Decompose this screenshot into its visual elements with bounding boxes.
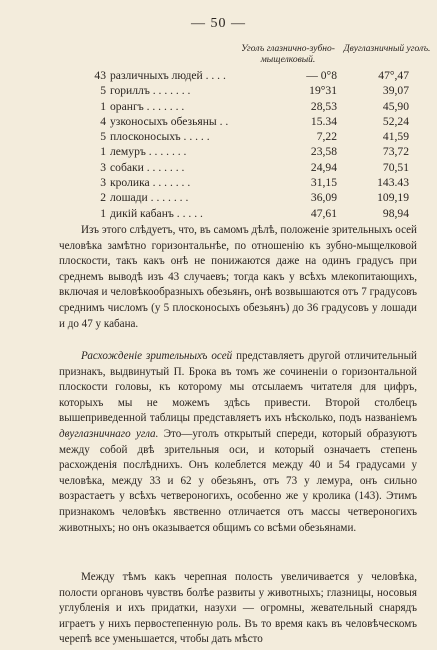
table-row <box>86 99 409 114</box>
row-angle2: 52,24 <box>382 114 409 128</box>
table-row <box>86 175 409 190</box>
row-angle2: 73,72 <box>382 145 409 159</box>
row-angle1: 31,15 <box>310 176 337 190</box>
italic-term-2: двуглазничнаго угла. <box>59 427 159 440</box>
row-label: кролика . . . . . . . <box>110 176 191 190</box>
row-count: 1 <box>100 99 106 113</box>
row-angle1: 19°31 <box>309 84 337 98</box>
row-count: 5 <box>100 84 106 98</box>
paragraph-2-part-b: Это—уголъ открытый спереди, который образуютъ между собой двѣ зрительныя оси, и который означаетъ степень расхожденія послѣднихъ. Онъ колеблется между 40 и 54 градусами у человѣка, между 33 и 62 у обезьянъ, отъ 73 у лемура, онъ сильно возрастаетъ у всѣхъ четвероногихъ, особенно же у кролика (143). Этимъ признакомъ человѣкъ явственно отличается отъ массы четвероногихъ животныхъ; но онъ оказывается общимъ со всѣми обезьянами. <box>59 427 417 534</box>
italic-term-1: Расхожденіе зрительныхъ осей <box>81 350 233 362</box>
row-label: гориллъ . . . . . . . <box>110 84 191 98</box>
row-count: 43 <box>94 69 106 82</box>
row-count: 3 <box>100 160 106 174</box>
angle-table <box>86 68 409 221</box>
paragraph-2-text <box>59 349 417 536</box>
row-angle1: 28,53 <box>310 99 337 113</box>
row-count: 2 <box>100 191 106 205</box>
row-angle1: 15.34 <box>310 114 337 128</box>
row-label: плосконосыхъ . . . . . <box>110 130 210 144</box>
row-angle2: 39,07 <box>382 84 409 98</box>
table-row <box>86 129 409 144</box>
row-angle1: 23,58 <box>310 145 337 159</box>
paragraph-2 <box>59 349 417 536</box>
row-angle2: 109,19 <box>377 191 409 205</box>
row-count: 5 <box>100 130 106 144</box>
table-row <box>86 190 409 205</box>
table-row <box>86 206 409 221</box>
row-angle2: 98,94 <box>382 206 409 220</box>
row-count: 1 <box>100 145 106 159</box>
row-label: собаки . . . . . . . <box>110 160 185 174</box>
paragraph-1-text: Изъ этого слѣдуетъ, что, въ самомъ дѣлѣ, положеніе зрительныхъ осей человѣка замѣтно горизонтальнѣе, по отношенію къ зубно-мыщелковой плоскости, такъ какъ онѣ не понижаются даже на одинъ градусъ при среднемъ выводѣ изъ 43 случаевъ; тогда какъ у всѣхъ млекопитающихъ, включая и человѣкообразныхъ обезьянъ, онѣ возвышаются отъ 7 градусовъ среднимъ числомъ (у 5 плосконосыхъ обезьянъ) до 36 градусовъ у лошади и до 47 у кабана. <box>59 224 417 330</box>
page-number: — 50 — <box>191 16 246 31</box>
row-angle2: 47°,47 <box>378 69 409 82</box>
column-header-angle2: Двуглазничный уголъ. <box>343 44 431 54</box>
paragraph-3-text: Между тѣмъ какъ черепная полость увеличивается у человѣка, полости органовъ чувствъ болѣе развиты у животныхъ; глазницы, носовыя углубленія и ихъ придатки, назухи — огромны, жевательный снарядъ играетъ у нихъ первостепенную роль. Въ то время какъ въ человѣческомъ черепѣ все уменьшается, чтобы дать мѣсто <box>59 571 417 646</box>
table-row <box>86 83 409 98</box>
row-angle1: 47,61 <box>310 206 337 220</box>
paragraph-3 <box>59 570 417 648</box>
table-row <box>86 160 409 175</box>
row-angle2: 143.43 <box>377 176 409 190</box>
table-row <box>86 114 409 129</box>
row-label: дикій кабанъ . . . . . <box>110 206 203 220</box>
paragraph-1 <box>59 223 417 332</box>
row-angle2: 41,59 <box>382 130 409 144</box>
row-angle1: 7,22 <box>316 130 337 144</box>
table-row <box>86 68 409 83</box>
row-count: 1 <box>100 206 106 220</box>
row-label: узконосыхъ обезьяны . . <box>110 114 229 128</box>
table-row <box>86 144 409 159</box>
row-angle1: — 0°8 <box>306 69 337 82</box>
column-header-angle1: Уголъ глазнично-зубно-мыщелковый. <box>241 44 335 65</box>
row-angle2: 45,90 <box>382 99 409 113</box>
row-angle1: 36,09 <box>310 191 337 205</box>
row-count: 4 <box>100 114 106 128</box>
row-label: лемуръ . . . . . . . <box>110 145 187 159</box>
row-label: орангъ . . . . . . . <box>110 99 185 113</box>
row-label: лошади . . . . . . . <box>110 191 189 205</box>
row-label: различныхъ людей . . . . <box>110 69 226 82</box>
row-angle1: 24,94 <box>310 160 337 174</box>
row-count: 3 <box>100 176 106 190</box>
row-angle2: 70,51 <box>382 160 409 174</box>
paragraph-2-part-a: представляетъ другой отличительный признакъ, выдвинутый П. Брока въ томъ же сочиненіи о горизонтальной плоскости головы, къ которому мы отсылаемъ читателя для цифръ, которыхъ мы не можемъ здѣсь привести. Второй столбецъ вышеприведенной таблицы представляетъ ихъ нѣсколько, подъ названіемъ <box>59 350 417 425</box>
